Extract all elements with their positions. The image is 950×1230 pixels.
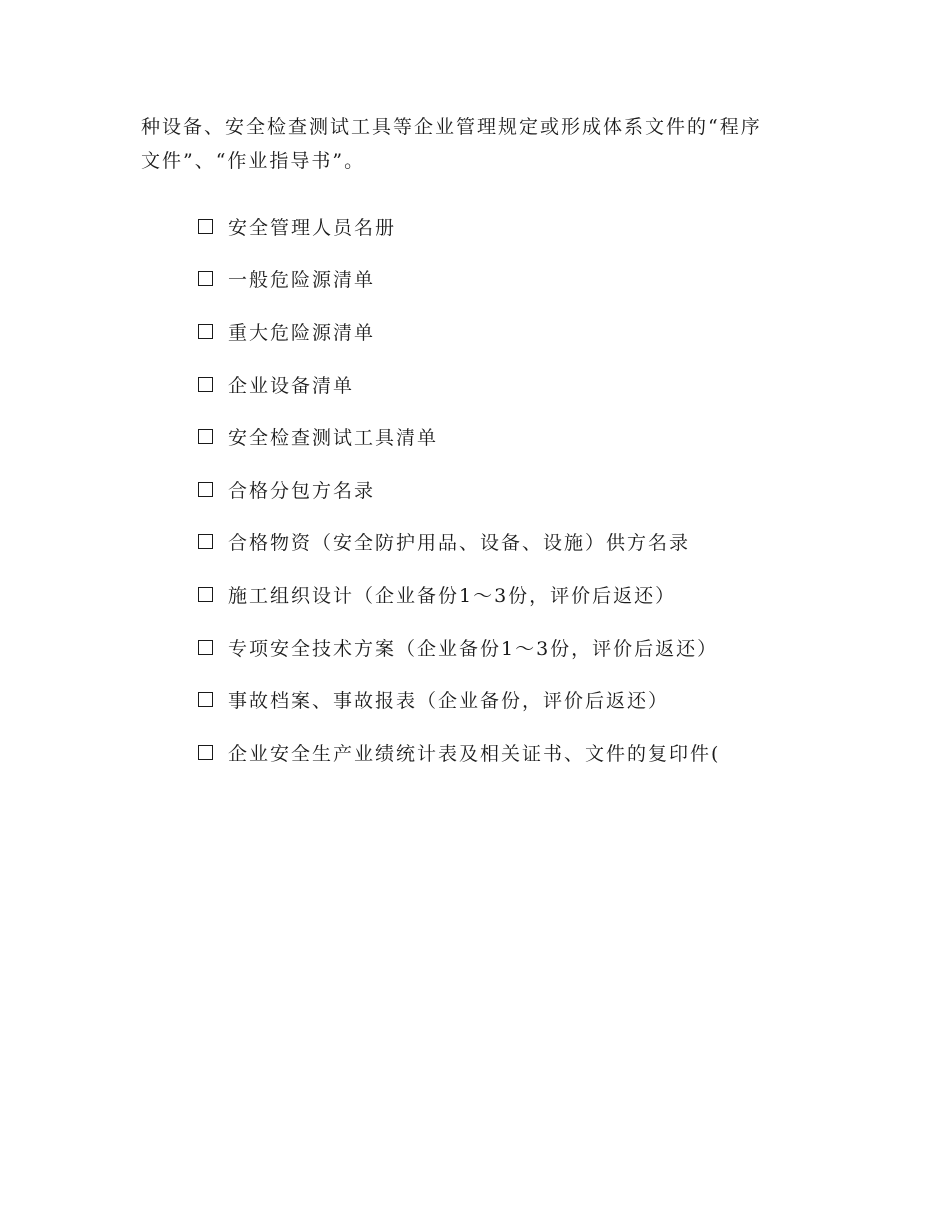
checkbox-icon[interactable] [198,745,213,760]
checkbox-icon[interactable] [198,534,213,549]
checkbox-icon[interactable] [198,324,213,339]
checklist-item-major-hazard-list [198,305,720,358]
checklist-item-label: 安全管理人员名册 [228,216,397,239]
checkbox-icon[interactable] [198,587,213,602]
checkbox-icon[interactable] [198,219,213,234]
checkbox-icon[interactable] [198,271,213,286]
checklist-item-general-hazard-list [198,253,720,306]
checkbox-icon[interactable] [198,692,213,707]
checklist-item-label: 企业安全生产业绩统计表及相关证书、文件的复印件( [228,742,721,765]
checklist-item-accident-records [198,673,720,726]
checklist-item-construction-organization-design [198,568,720,621]
checklist-item-label: 合格物资（安全防护用品、设备、设施）供方名录 [228,532,691,555]
checklist-item-safety-personnel-roster [198,200,720,253]
checklist-item-label: 安全检查测试工具清单 [228,427,439,450]
checklist-item-label: 重大危险源清单 [228,321,376,344]
checklist-item-special-safety-plan [198,621,720,674]
checkbox-icon[interactable] [198,429,213,444]
checkbox-icon[interactable] [198,482,213,497]
checklist-item-label: 企业设备清单 [228,374,355,397]
checkbox-icon[interactable] [198,640,213,655]
checklist-item-label: 一般危险源清单 [228,269,376,292]
checklist-item-inspection-tools-list [198,410,720,463]
checklist-item-label: 合格分包方名录 [228,479,376,502]
checklist-item-label: 事故档案、事故报表（企业备份，评价后返还） [228,690,670,713]
checklist-item-subcontractor-directory [198,463,720,516]
intro-line-2: 文件”、“作业指导书”。 [141,150,366,172]
checklist-item-label: 专项安全技术方案（企业备份1～3份，评价后返还） [228,637,719,660]
document-checklist [198,200,720,779]
intro-line-1: 种设备、安全检查测试工具等企业管理规定或形成体系文件的“程序 [141,116,762,138]
checklist-item-label: 施工组织设计（企业备份1～3份，评价后返还） [228,584,677,607]
checkbox-icon[interactable] [198,377,213,392]
checklist-item-safety-performance-statistics [198,726,720,779]
checklist-item-equipment-list [198,358,720,411]
checklist-item-supplier-directory [198,516,720,569]
intro-paragraph [141,110,821,178]
